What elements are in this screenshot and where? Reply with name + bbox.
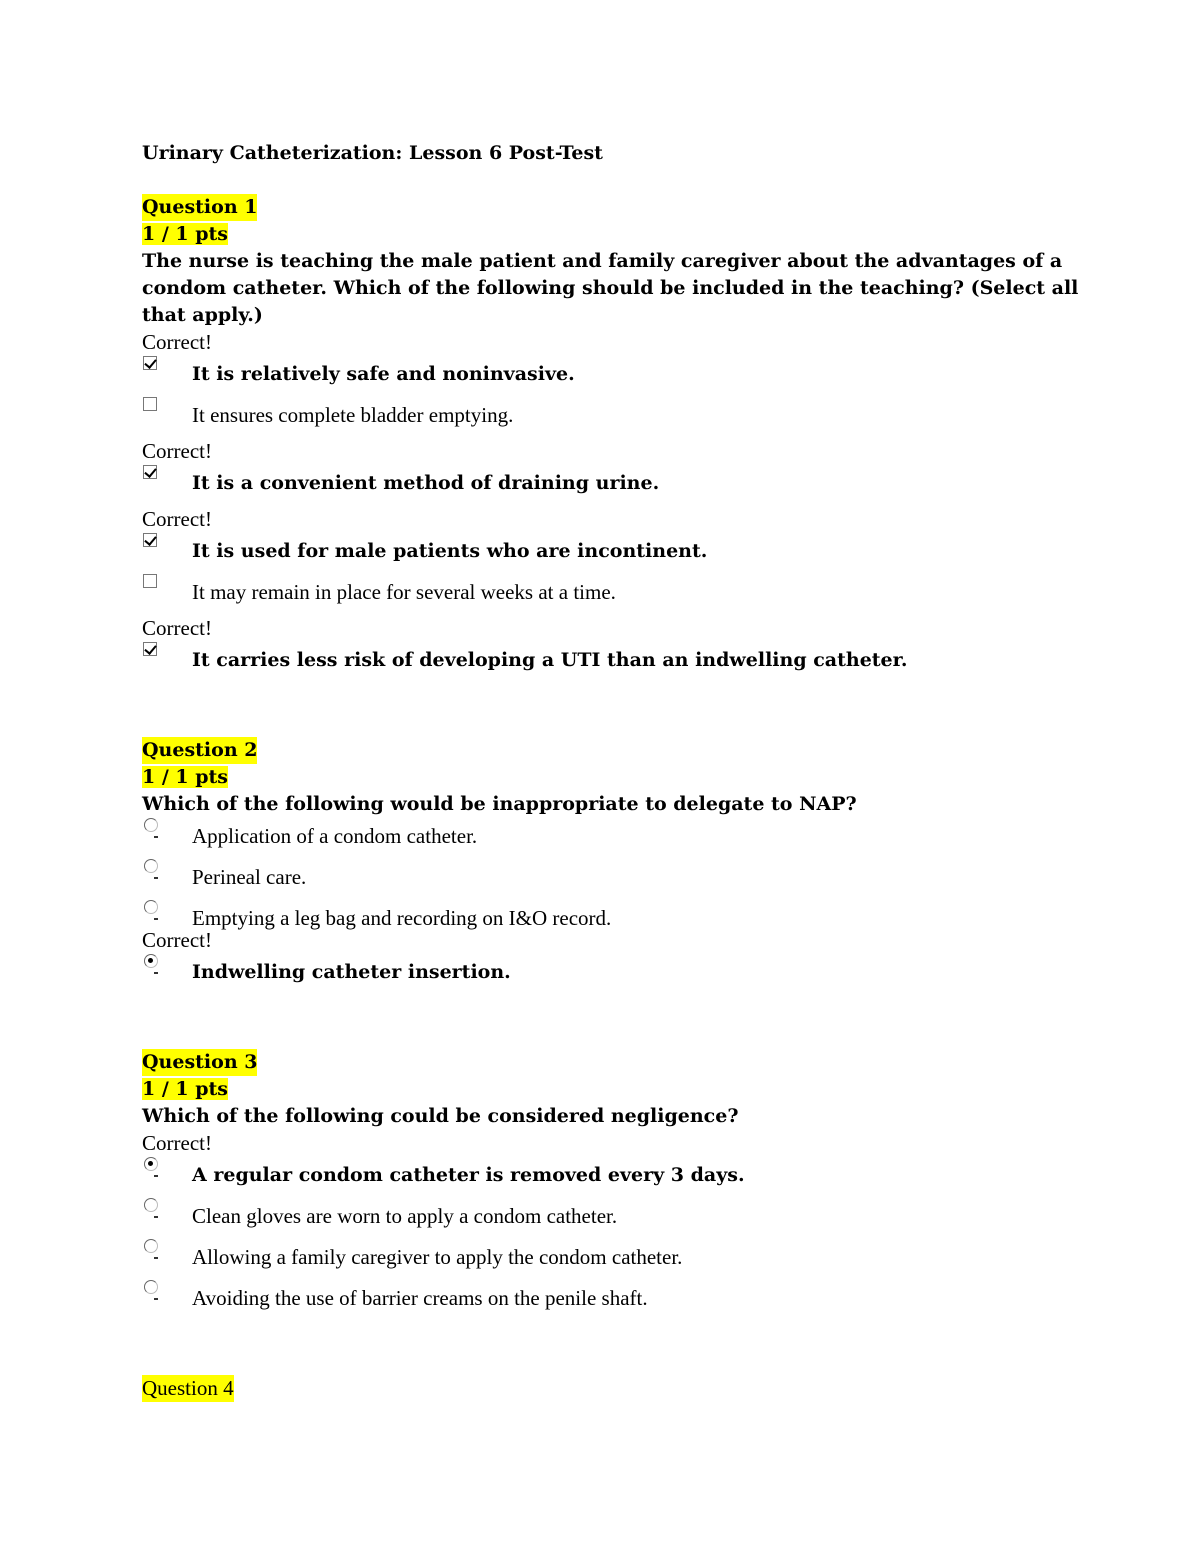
answer-label: Perineal care. — [192, 865, 307, 889]
answer-label: Indwelling catheter insertion. — [192, 961, 511, 983]
question-3 — [142, 1049, 1082, 1321]
radio-button-icon[interactable] — [144, 900, 158, 914]
answer-label: It may remain in place for several weeks at a time. — [192, 580, 616, 604]
answer-label: Clean gloves are worn to apply a condom catheter. — [192, 1204, 618, 1228]
selected-radio-button-icon[interactable] — [144, 1157, 158, 1171]
question-text: Which of the following would be inappropriate to delegate to NAP? — [142, 793, 857, 815]
question-title: Question 4 — [142, 1376, 234, 1400]
answer-option[interactable] — [142, 1239, 1082, 1280]
question-text: Which of the following could be considered negligence? — [142, 1105, 739, 1127]
question-4 — [142, 1375, 1082, 1402]
question-points: 1 / 1 pts — [142, 223, 228, 245]
question-title: Question 3 — [142, 1049, 257, 1076]
answer-option[interactable] — [142, 1280, 1082, 1321]
answer-label: It is a convenient method of draining urine. — [192, 472, 660, 494]
checked-checkbox-icon[interactable] — [143, 356, 157, 370]
radio-button-icon[interactable] — [144, 1239, 158, 1253]
document-title: Urinary Catheterization: Lesson 6 Post-Test — [142, 142, 603, 164]
answer-option[interactable] — [142, 1157, 1082, 1198]
correct-feedback: Correct! — [142, 439, 212, 463]
question-1 — [142, 194, 1082, 683]
answer-label: Allowing a family caregiver to apply the condom catheter. — [192, 1245, 683, 1269]
radio-button-icon[interactable] — [144, 818, 158, 832]
answer-label: It carries less risk of developing a UTI than an indwelling catheter. — [192, 649, 908, 671]
answer-option[interactable] — [142, 465, 1082, 506]
answer-option[interactable] — [142, 642, 1082, 683]
answer-option[interactable] — [142, 900, 1082, 930]
answer-option[interactable] — [142, 397, 1082, 438]
unchecked-checkbox-icon[interactable] — [143, 574, 157, 588]
radio-button-icon[interactable] — [144, 859, 158, 873]
answer-label: It is relatively safe and noninvasive. — [192, 363, 575, 385]
correct-feedback: Correct! — [142, 507, 212, 531]
answer-option[interactable] — [142, 356, 1082, 397]
document-page — [142, 140, 1082, 1402]
radio-button-icon[interactable] — [144, 1198, 158, 1212]
question-text: The nurse is teaching the male patient and family caregiver about the advantages of a condom catheter. Which of the following should be included in the teaching? (Select all that apply.) — [142, 250, 1079, 326]
unchecked-checkbox-icon[interactable] — [143, 397, 157, 411]
answer-option[interactable] — [142, 574, 1082, 615]
checked-checkbox-icon[interactable] — [143, 642, 157, 656]
answer-label: Application of a condom catheter. — [192, 824, 478, 848]
answer-option[interactable] — [142, 954, 1082, 995]
correct-feedback: Correct! — [142, 330, 212, 354]
selected-radio-button-icon[interactable] — [144, 954, 158, 968]
answer-label: Emptying a leg bag and recording on I&O record. — [192, 906, 612, 930]
question-points: 1 / 1 pts — [142, 766, 228, 788]
answer-option[interactable] — [142, 1198, 1082, 1239]
answer-option[interactable] — [142, 818, 1082, 859]
answer-label: It is used for male patients who are incontinent. — [192, 540, 708, 562]
question-title: Question 2 — [142, 737, 257, 764]
question-points: 1 / 1 pts — [142, 1078, 228, 1100]
question-title: Question 1 — [142, 194, 257, 221]
question-2 — [142, 737, 1082, 995]
checked-checkbox-icon[interactable] — [143, 533, 157, 547]
answer-option[interactable] — [142, 533, 1082, 574]
checked-checkbox-icon[interactable] — [143, 465, 157, 479]
answer-label: It ensures complete bladder emptying. — [192, 403, 514, 427]
correct-feedback: Correct! — [142, 1131, 212, 1155]
correct-feedback: Correct! — [142, 928, 212, 952]
answer-option[interactable] — [142, 859, 1082, 900]
answer-label: A regular condom catheter is removed every 3 days. — [192, 1164, 745, 1186]
radio-button-icon[interactable] — [144, 1280, 158, 1294]
correct-feedback: Correct! — [142, 616, 212, 640]
answer-label: Avoiding the use of barrier creams on the penile shaft. — [192, 1286, 648, 1310]
